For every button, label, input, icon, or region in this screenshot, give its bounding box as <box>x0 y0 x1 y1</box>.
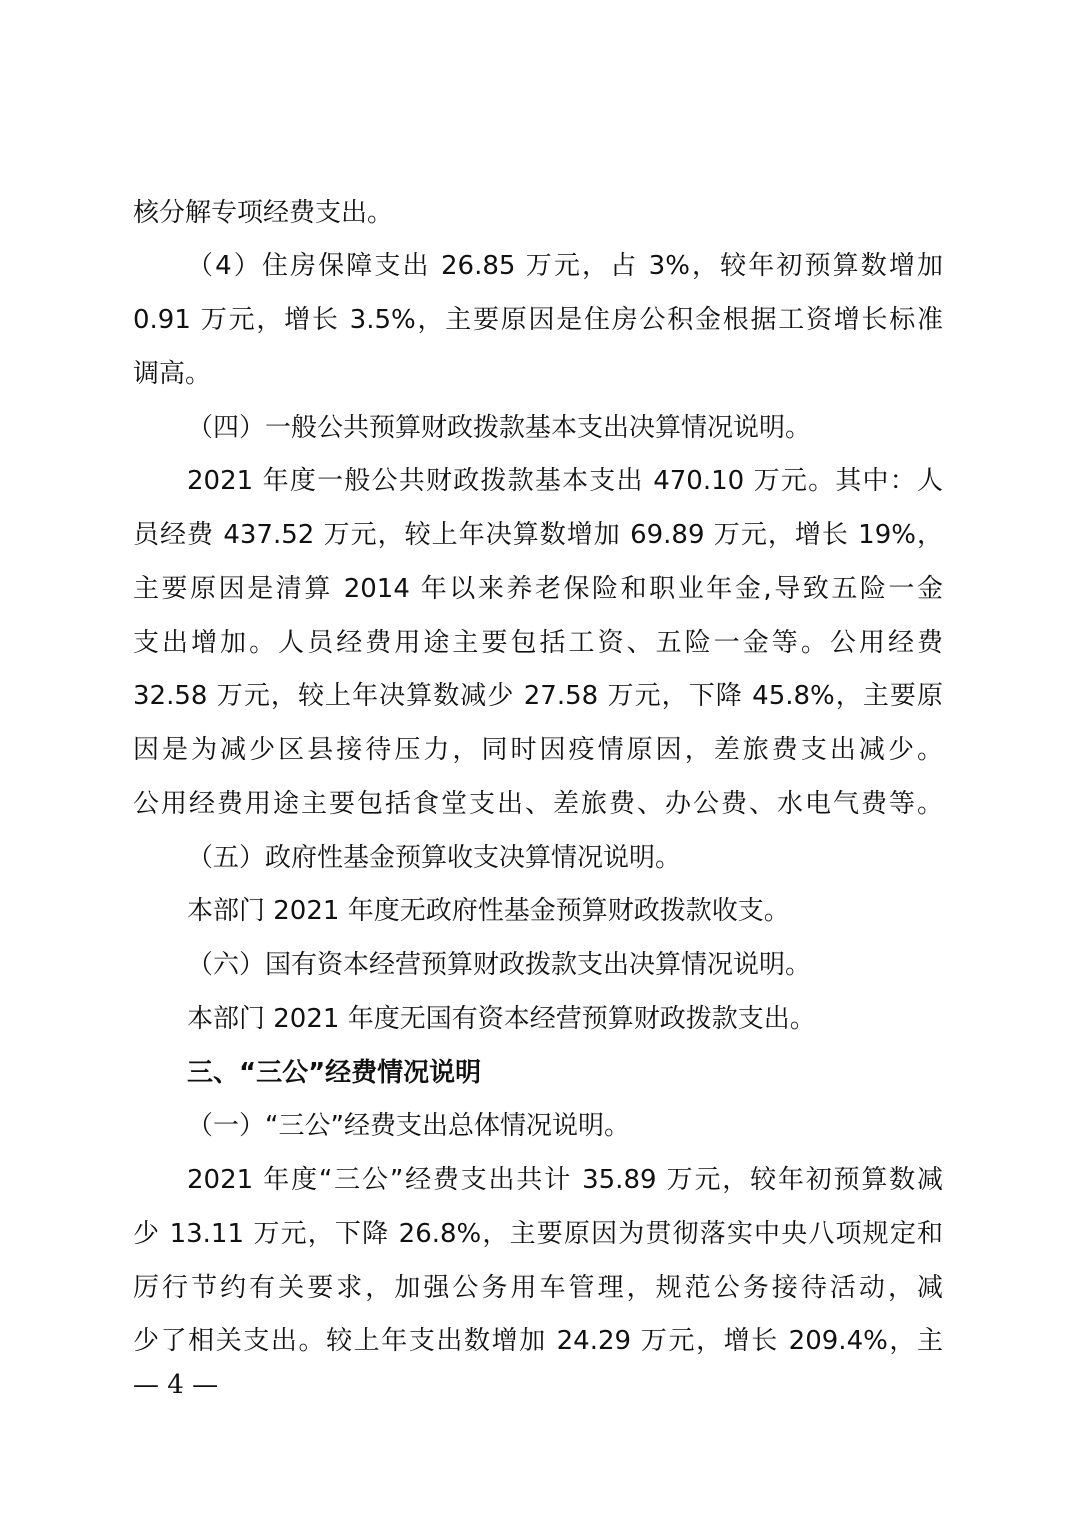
body-line: 2021 年度“三公”经费支出共计 35.89 万元，较年初预算数减 <box>187 1165 943 1195</box>
body-line: （4）住房保障支出 26.85 万元，占 3%，较年初预算数增加 <box>187 251 943 281</box>
body-line: 本部门 2021 年度无国有资本经营预算财政拨款支出。 <box>187 1004 816 1034</box>
page-number: — 4 — <box>133 1370 219 1400</box>
body-line: 本部门 2021 年度无政府性基金预算财政拨款收支。 <box>187 896 790 926</box>
body-line: 0.91 万元，增长 3.5%，主要原因是住房公积金根据工资增长标准 <box>133 305 943 335</box>
section-heading: （六）国有资本经营预算财政拨款支出决算情况说明。 <box>187 950 812 980</box>
section-heading: （四）一般公共预算财政拨款基本支出决算情况说明。 <box>187 413 812 443</box>
body-line: 主要原因是清算 2014 年以来养老保险和职业年金,导致五险一金 <box>133 574 943 604</box>
body-line: 公用经费用途主要包括食堂支出、差旅费、办公费、水电气费等。 <box>133 789 943 819</box>
body-line: 2021 年度一般公共财政拨款基本支出 470.10 万元。其中：人 <box>187 466 943 496</box>
body-line: 少了相关支出。较上年支出数增加 24.29 万元，增长 209.4%，主 <box>133 1326 943 1356</box>
body-line: 调高。 <box>133 359 212 389</box>
section-heading: （五）政府性基金预算收支决算情况说明。 <box>187 843 682 873</box>
body-line: 厉行节约有关要求，加强公务用车管理，规范公务接待活动，减 <box>133 1273 943 1303</box>
body-line: 员经费 437.52 万元，较上年决算数增加 69.89 万元，增长 19%， <box>133 520 943 550</box>
body-line: 因是为减少区县接待压力，同时因疫情原因，差旅费支出减少。 <box>133 735 943 765</box>
section-heading: （一）“三公”经费支出总体情况说明。 <box>187 1111 630 1141</box>
body-line: 核分解专项经费支出。 <box>133 198 394 228</box>
chapter-heading: 三、“三公”经费情况说明 <box>187 1058 482 1088</box>
body-line: 支出增加。人员经费用途主要包括工资、五险一金等。公用经费 <box>133 628 943 658</box>
body-line: 少 13.11 万元，下降 26.8%，主要原因为贯彻落实中央八项规定和 <box>133 1219 943 1249</box>
body-line: 32.58 万元，较上年决算数减少 27.58 万元，下降 45.8%，主要原 <box>133 681 943 711</box>
